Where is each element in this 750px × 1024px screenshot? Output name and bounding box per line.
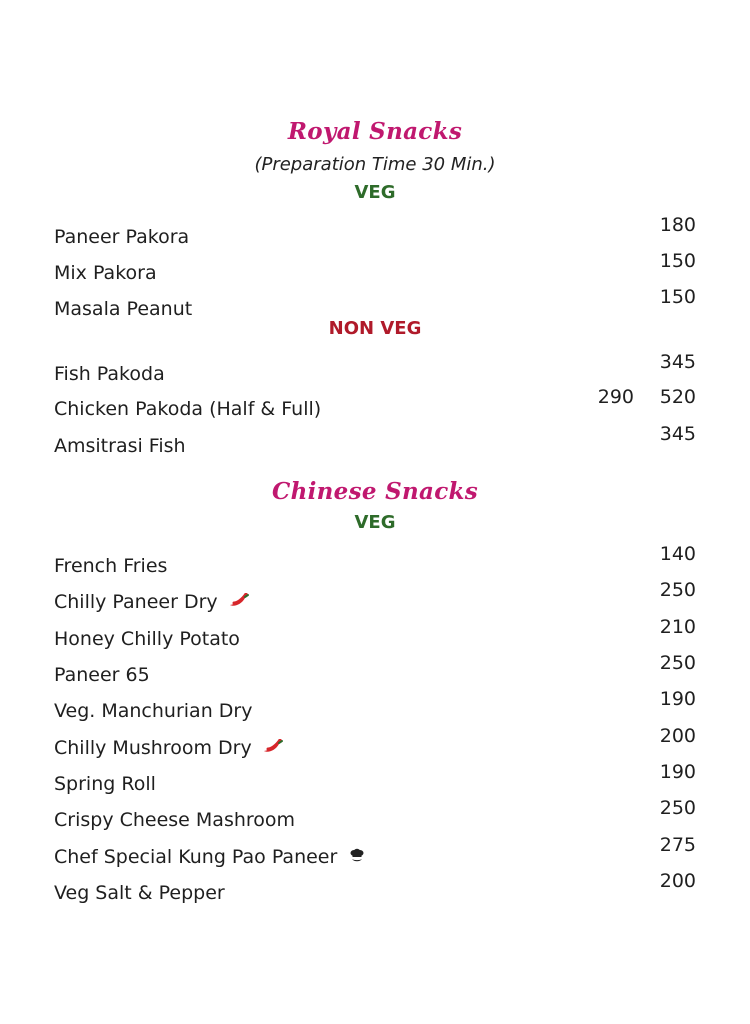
chili-icon — [228, 593, 250, 609]
item-price: 520 — [659, 386, 696, 408]
item-name: Chilly Paneer Dry — [54, 591, 218, 613]
item-price: 190 — [659, 688, 696, 710]
item-price: 210 — [659, 616, 696, 638]
item-price: 140 — [659, 543, 696, 565]
menu-item — [54, 652, 704, 688]
menu-item — [54, 725, 704, 761]
item-name: Crispy Cheese Mashroom — [54, 809, 296, 831]
item-price: 250 — [659, 797, 696, 819]
item-price: 200 — [659, 725, 696, 747]
item-price: 345 — [659, 423, 696, 445]
preparation-time-note: (Preparation Time 30 Min.) — [254, 154, 496, 175]
item-price: 180 — [659, 214, 696, 236]
item-name: Paneer Pakora — [54, 226, 190, 248]
item-name: Paneer 65 — [54, 664, 150, 686]
menu-item — [54, 834, 704, 870]
menu-item — [54, 423, 704, 459]
royal-veg-heading: VEG — [354, 182, 396, 203]
item-name: Fish Pakoda — [54, 363, 165, 385]
chef-icon — [349, 848, 365, 864]
royal-snacks-title: Royal Snacks — [287, 118, 463, 145]
item-price: 200 — [659, 870, 696, 892]
royal-nonveg-heading: NON VEG — [328, 318, 422, 339]
item-name: French Fries — [54, 555, 168, 577]
item-price: 150 — [659, 250, 696, 272]
item-price: 150 — [659, 286, 696, 308]
item-name: Veg Salt & Pepper — [54, 882, 225, 904]
item-name: Masala Peanut — [54, 298, 193, 320]
item-price: 275 — [659, 834, 696, 856]
item-price: 250 — [659, 579, 696, 601]
chili-icon — [262, 739, 284, 755]
item-price-half: 290 — [597, 386, 634, 408]
menu-item — [54, 386, 704, 422]
item-price: 190 — [659, 761, 696, 783]
menu-item — [54, 214, 704, 250]
menu-item — [54, 870, 704, 906]
menu-item — [54, 250, 704, 286]
item-name: Chilly Mushroom Dry — [54, 737, 252, 759]
item-name: Chicken Pakoda (Half & Full) — [54, 398, 322, 420]
item-name: Spring Roll — [54, 773, 156, 795]
item-name: Mix Pakora — [54, 262, 157, 284]
menu-item — [54, 616, 704, 652]
item-price: 250 — [659, 652, 696, 674]
item-name: Veg. Manchurian Dry — [54, 700, 253, 722]
chinese-veg-heading: VEG — [354, 512, 396, 533]
menu-item — [54, 761, 704, 797]
menu-item — [54, 797, 704, 833]
item-name: Honey Chilly Potato — [54, 628, 240, 650]
menu-item — [54, 688, 704, 724]
menu-item — [54, 543, 704, 579]
item-name: Amsitrasi Fish — [54, 435, 186, 457]
item-name: Chef Special Kung Pao Paneer — [54, 846, 338, 868]
menu-item — [54, 579, 704, 615]
chinese-snacks-title: Chinese Snacks — [271, 478, 479, 505]
item-price: 345 — [659, 351, 696, 373]
